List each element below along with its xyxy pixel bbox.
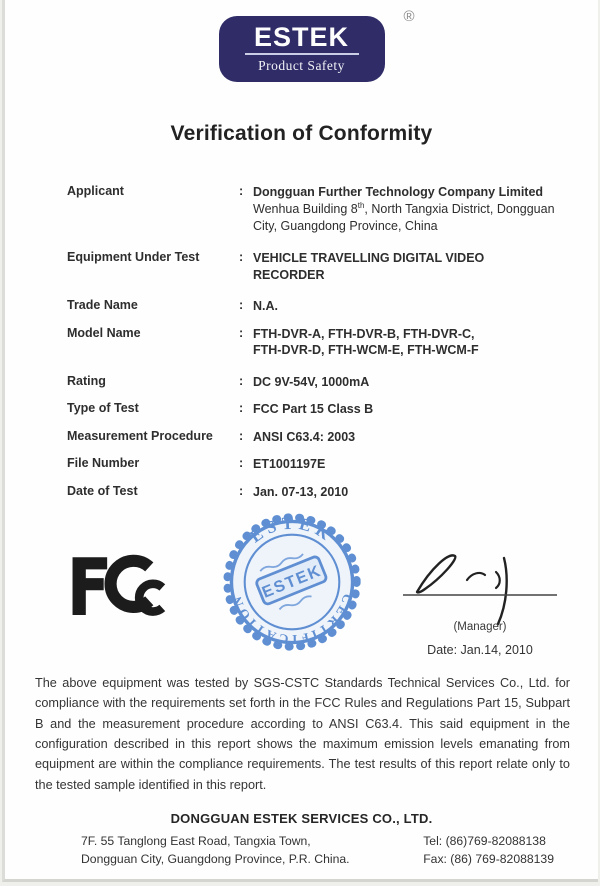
footer-address (81, 832, 350, 869)
field-colon: : (239, 184, 244, 199)
field-value (253, 298, 568, 315)
header-logo (207, 8, 415, 82)
field-value-line: VEHICLE TRAVELLING DIGITAL VIDEO (253, 251, 485, 265)
field-row (67, 374, 568, 391)
field-value (253, 374, 568, 391)
signature-block (395, 542, 565, 657)
field-value-line: N.A. (253, 299, 278, 313)
applicant-address-line2: City, Guangdong Province, China (253, 218, 438, 233)
field-value (253, 484, 568, 501)
field-colon: : (239, 298, 244, 312)
footer-fax: Fax: (86) 769-82088139 (423, 852, 554, 867)
address-superscript: th (357, 200, 365, 210)
field-value-line: FCC Part 15 Class B (253, 402, 374, 416)
footer-address-line1: 7F. 55 Tanglong East Road, Tangxia Town, (81, 833, 311, 848)
footer-telfax (423, 832, 554, 869)
field-row (67, 484, 568, 501)
field-value-line: Jan. 07-13, 2010 (253, 484, 349, 499)
field-label: File Number (67, 456, 140, 470)
field-colon: : (239, 483, 244, 498)
field-row (67, 250, 568, 283)
applicant-address-line1 (253, 201, 568, 218)
field-colon: : (239, 250, 244, 264)
field-value-line: FTH-DVR-A, FTH-DVR-B, FTH-DVR-C, (253, 326, 475, 341)
footer-tel: Tel: (86)769-82088138 (423, 833, 546, 848)
field-row-applicant (67, 184, 568, 234)
fcc-logo-icon (61, 544, 181, 626)
field-row (67, 456, 568, 473)
field-label: Date of Test (67, 483, 138, 498)
logo-tagline: Product Safety (258, 58, 345, 74)
signature-role-label: (Manager) (453, 620, 507, 633)
field-label: Model Name (67, 325, 141, 340)
compliance-statement: The above equipment was tested by SGS-CSTC Standards Technical Services Co., Ltd. for compliance with the requirements set forth in the FCC Rules and Regulations Part 15, Subpart B and the measurement procedure according to ANSI C63.4. This said equipment in the configuration described in this report shows the maximum emission levels emanating from equipment are within the compliance requirements. The test results of this report relate only to the tested sample identified in this report. (35, 676, 570, 792)
address-text: Wenhua Building 8 (253, 202, 358, 216)
field-value (253, 184, 568, 234)
logo-divider (245, 53, 359, 55)
field-value (253, 456, 568, 473)
registered-trademark-icon: ® (403, 8, 415, 25)
field-value (253, 401, 568, 418)
field-row (67, 326, 568, 359)
field-value-line: FTH-DVR-D, FTH-WCM-E, FTH-WCM-F (253, 343, 479, 357)
field-label: Applicant (67, 184, 124, 199)
footer (5, 811, 598, 869)
applicant-company: Dongguan Further Technology Company Limited (253, 185, 544, 200)
certificate-page (2, 0, 598, 882)
field-value (253, 326, 568, 359)
field-row (67, 298, 568, 315)
field-value (253, 250, 568, 283)
field-label: Rating (67, 373, 106, 388)
field-label: Equipment Under Test (67, 250, 200, 264)
field-colon: : (239, 428, 244, 443)
field-value-line: RECORDER (253, 267, 325, 282)
certification-stamp-icon (217, 507, 367, 657)
field-colon: : (239, 401, 244, 415)
page-title: Verification of Conformity (170, 122, 433, 146)
seals-row (61, 511, 564, 659)
footer-contact-row (81, 832, 554, 869)
field-label: Measurement Procedure (67, 428, 213, 443)
estek-logo (219, 16, 385, 82)
field-value-line: ET1001197E (253, 457, 326, 471)
footer-company-name: DONGGUAN ESTEK SERVICES CO., LTD. (170, 810, 433, 826)
field-value (253, 429, 568, 446)
field-value-line: ANSI C63.4: 2003 (253, 429, 356, 444)
stamp-arc-top-text: ESTEK (246, 513, 338, 547)
logo-brand-text: ESTEK (253, 22, 350, 52)
address-text: , North Tangxia District, Dongguan (364, 202, 555, 216)
field-colon: : (239, 456, 244, 470)
field-label: Type of Test (67, 401, 139, 415)
field-row (67, 429, 568, 446)
signature-icon (395, 542, 565, 630)
signature-date: Date: Jan.14, 2010 (427, 642, 533, 657)
fields-table (67, 184, 568, 500)
stamp-arc-bottom-text: CERTIFICATION (228, 592, 356, 648)
field-colon: : (239, 373, 244, 388)
field-value-line: DC 9V-54V, 1000mA (253, 374, 370, 389)
field-colon: : (239, 325, 244, 340)
field-label: Trade Name (67, 298, 138, 312)
footer-address-line2: Dongguan City, Guangdong Province, P.R. China. (81, 852, 350, 867)
stamp-center-text: ESTEK (259, 561, 325, 602)
field-row (67, 401, 568, 418)
